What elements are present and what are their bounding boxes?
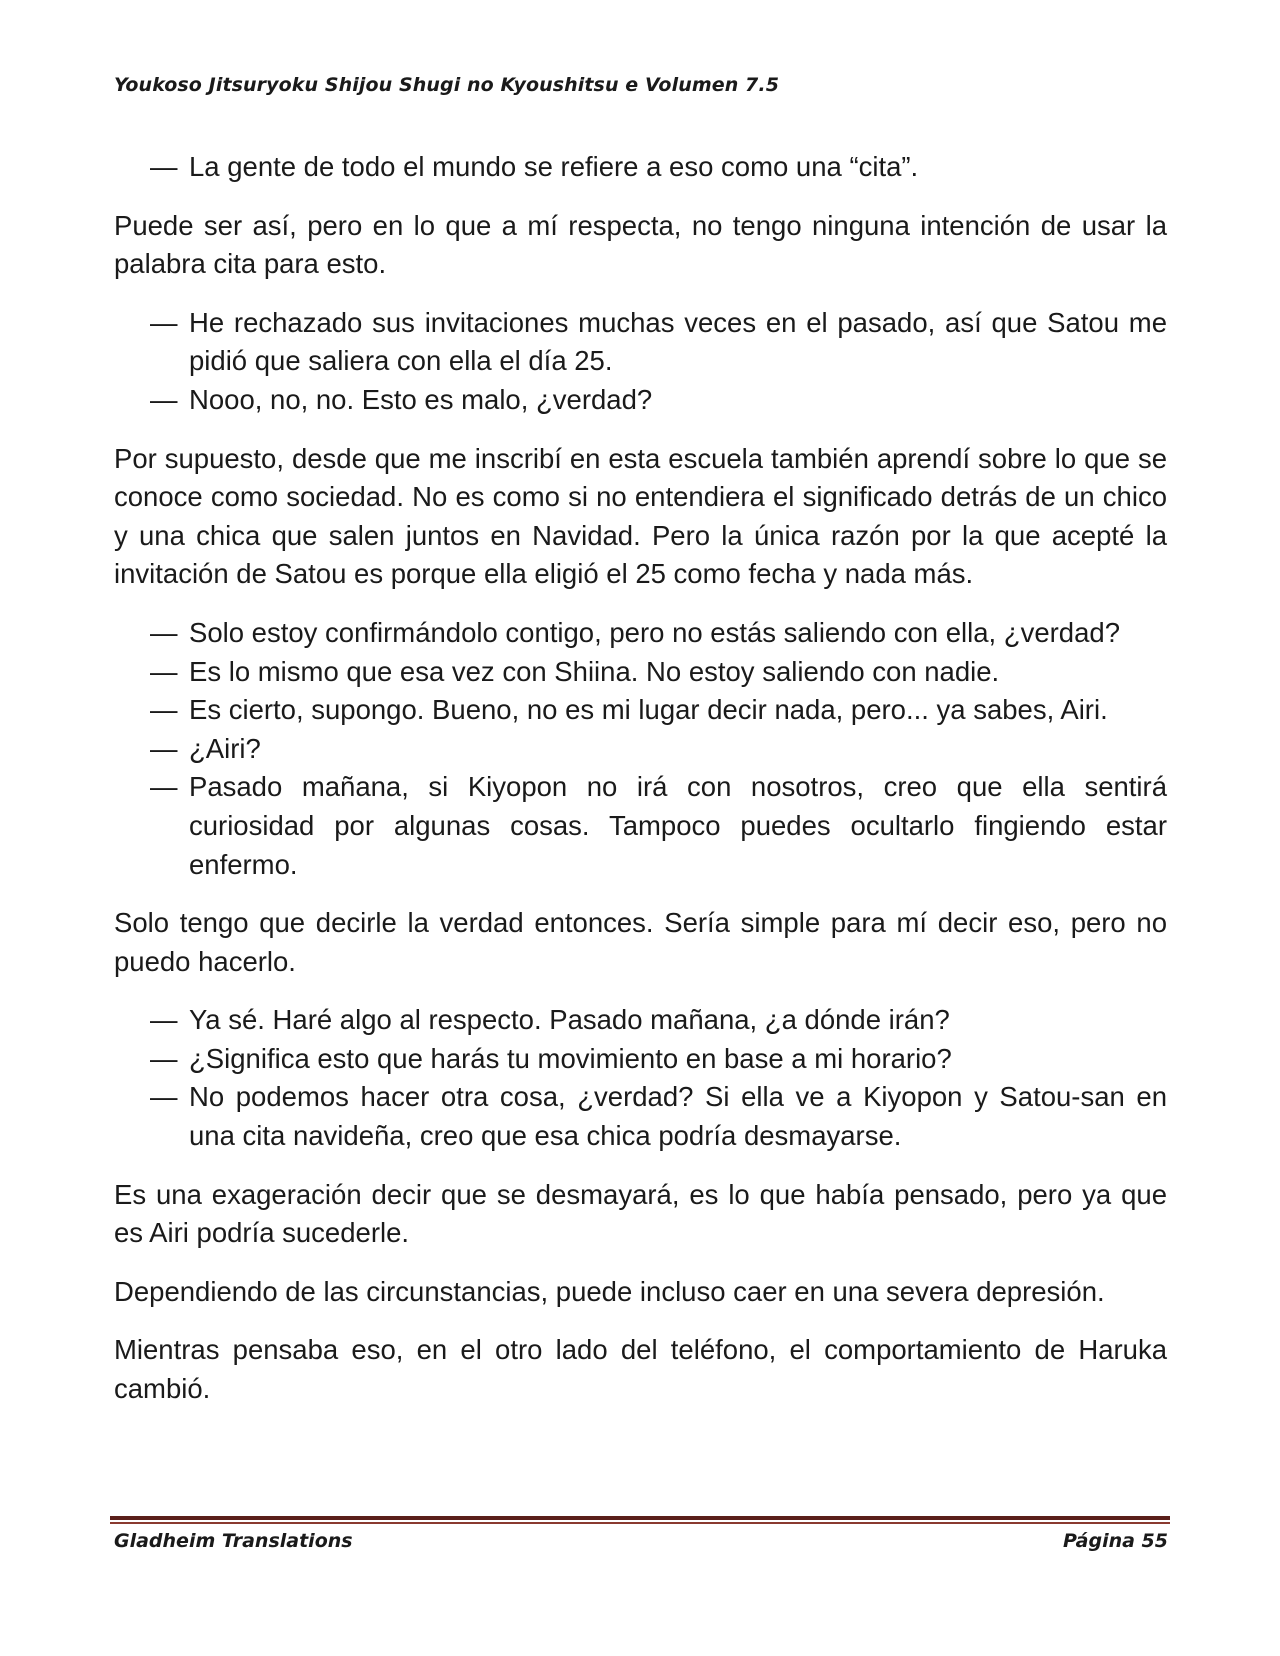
dialogue-group (114, 1001, 1167, 1155)
dialogue-line (114, 614, 1167, 653)
narration-paragraph: Solo tengo que decirle la verdad entonces. Sería simple para mí decir eso, pero no puedo hacerlo. (114, 907, 1167, 977)
footer-publisher: Gladheim Translations (114, 1530, 353, 1552)
dialogue-group (114, 614, 1167, 884)
dialogue-dash: — (150, 1042, 178, 1074)
narration-paragraph: Dependiendo de las circunstancias, puede incluso caer en una severa depresión. (114, 1275, 1105, 1307)
footer-page-number: Página 55 (1062, 1530, 1168, 1552)
dialogue-line (114, 304, 1167, 381)
footer-rule-thin (110, 1522, 1170, 1524)
dialogue-line (114, 148, 1167, 187)
dialogue-dash: — (150, 383, 178, 415)
dialogue-dash: — (150, 1004, 178, 1036)
dialogue-text: Solo estoy confirmándolo contigo, pero no estás saliendo con ella, ¿verdad? (189, 616, 1120, 648)
dialogue-text: La gente de todo el mundo se refiere a eso como una “cita”. (189, 151, 919, 182)
dialogue-line (114, 653, 1167, 692)
dialogue-text: Nooo, no, no. Esto es malo, ¿verdad? (189, 383, 653, 415)
narration-paragraph: Puede ser así, pero en lo que a mí respecta, no tengo ninguna intención de usar la palabra cita para esto. (114, 209, 1167, 280)
body-content (114, 148, 1167, 1429)
dialogue-line (114, 1078, 1167, 1155)
dialogue-text: ¿Airi? (189, 732, 261, 764)
footer-rule (110, 1516, 1170, 1520)
dialogue-line (114, 730, 1167, 769)
dialogue-group (114, 304, 1167, 420)
dialogue-dash: — (150, 655, 178, 687)
dialogue-text: Ya sé. Haré algo al respecto. Pasado mañana, ¿a dónde irán? (189, 1004, 950, 1036)
dialogue-text: Pasado mañana, si Kiyopon no irá con nosotros, creo que ella sentirá curiosidad por algunas cosas. Tampoco puedes ocultarlo fingiendo estar enfermo. (189, 771, 1167, 880)
narration-paragraph: Por supuesto, desde que me inscribí en esta escuela también aprendí sobre lo que se conoce como sociedad. No es como si no entendiera el significado detrás de un chico y una chica que salen juntos en Navidad. Pero la única razón por la que acepté la invitación de Satou es porque ella eligió el 25 como fecha y nada más. (114, 442, 1167, 590)
dialogue-line (114, 381, 1167, 420)
dialogue-text: No podemos hacer otra cosa, ¿verdad? Si ella ve a Kiyopon y Satou-san en una cita navideña, creo que esa chica podría desmayarse. (189, 1081, 1167, 1152)
dialogue-text: ¿Significa esto que harás tu movimiento en base a mi horario? (189, 1042, 952, 1074)
dialogue-group (114, 148, 1167, 187)
dialogue-text: Es cierto, supongo. Bueno, no es mi lugar decir nada, pero... ya sabes, Airi. (189, 694, 1108, 726)
header-title: Youkoso Jitsuryoku Shijou Shugi no Kyoushitsu e Volumen 7.5 (114, 74, 780, 96)
dialogue-line (114, 1040, 1167, 1079)
narration-paragraph: Es una exageración decir que se desmayará, es lo que había pensado, pero ya que es Airi podría sucederle. (114, 1178, 1167, 1249)
dialogue-dash: — (150, 1081, 178, 1113)
dialogue-text: He rechazado sus invitaciones muchas veces en el pasado, así que Satou me pidió que saliera con ella el día 25. (189, 306, 1167, 377)
dialogue-dash: — (150, 616, 178, 648)
dialogue-dash: — (150, 151, 178, 182)
dialogue-dash: — (150, 732, 178, 764)
dialogue-dash: — (150, 771, 178, 803)
dialogue-line (114, 691, 1167, 730)
narration-paragraph: Mientras pensaba eso, en el otro lado del teléfono, el comportamiento de Haruka cambió. (114, 1334, 1167, 1405)
dialogue-line (114, 1001, 1167, 1040)
dialogue-line (114, 768, 1167, 884)
dialogue-dash: — (150, 306, 178, 338)
dialogue-dash: — (150, 694, 178, 726)
dialogue-text: Es lo mismo que esa vez con Shiina. No estoy saliendo con nadie. (189, 655, 1000, 687)
